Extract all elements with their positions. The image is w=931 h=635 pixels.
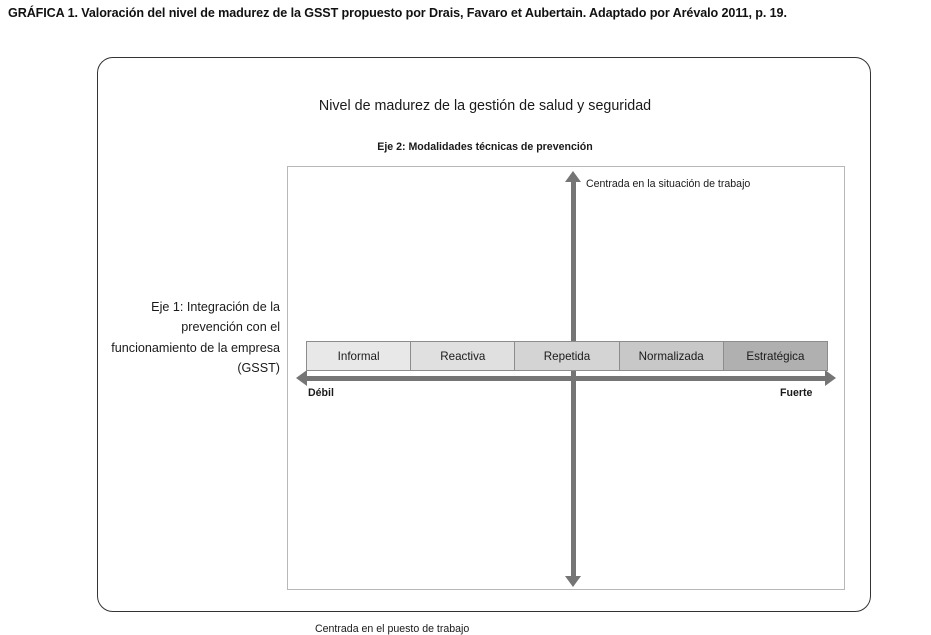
figure-frame (97, 57, 871, 635)
maturity-level-cell (411, 342, 515, 370)
maturity-level-label: Informal (337, 349, 380, 363)
axis1-right-label: Fuerte (780, 387, 813, 399)
figure-caption: GRÁFICA 1. Valoración del nivel de madurez de la GSST propuesto por Drais, Favaro et Aubertain. Adaptado por Arévalo 2011, p. 19. (8, 6, 787, 20)
maturity-level-cell (515, 342, 619, 370)
axis2-down-arrow-icon (565, 576, 581, 587)
axis2-title: Eje 2: Modalidades técnicas de prevención (377, 141, 593, 153)
plot-area (287, 166, 845, 635)
maturity-level-label: Estratégica (746, 349, 805, 363)
axis1-left-label: Débil (308, 387, 334, 399)
maturity-level-label: Normalizada (638, 349, 704, 363)
axis2-bottom-label: Centrada en el puesto de trabajo (315, 623, 470, 635)
maturity-levels-bar (306, 341, 828, 371)
axis1-line (306, 376, 828, 381)
axis2-top-label: Centrada en la situación de trabajo (586, 178, 751, 190)
maturity-level-cell (307, 342, 411, 370)
axis1-title: Eje 1: Integración de la prevención con el funcionamiento de la empresa (GSST) (111, 300, 280, 376)
maturity-level-cell (620, 342, 724, 370)
chart-title: Nivel de madurez de la gestión de salud y seguridad (318, 98, 652, 114)
maturity-level-label: Reactiva (440, 349, 486, 363)
maturity-level-cell (724, 342, 827, 370)
axis1-right-arrow-icon (825, 370, 836, 386)
maturity-level-label: Repetida (543, 349, 591, 363)
